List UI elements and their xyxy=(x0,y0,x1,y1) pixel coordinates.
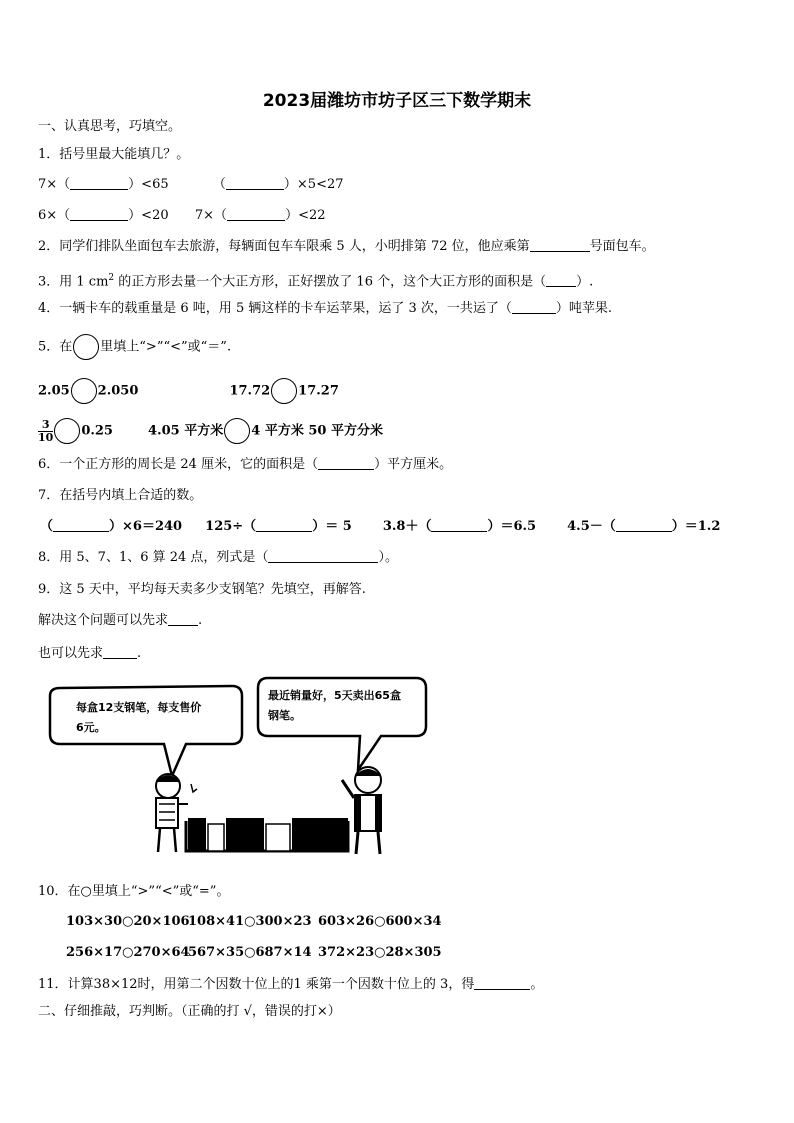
q5c-numerator: 3 xyxy=(38,419,53,432)
q10-item: 103×30○20×106 xyxy=(66,914,190,929)
q11-tail: 。 xyxy=(530,977,544,992)
right-bubble-line-1: 最近销量好，5天卖出65盒 xyxy=(268,689,401,702)
section-2-heading: 二、仔细推敲，巧判断。（正确的打 √，错误的打×） xyxy=(38,1004,341,1019)
question-9-line-1: 解决这个问题可以先求 . xyxy=(38,613,203,628)
left-bubble-line-1: 每盒12支钢笔，每支售价 xyxy=(76,701,202,714)
question-6 xyxy=(38,456,452,474)
question-7: 7．在括号内填上合适的数。 xyxy=(38,488,203,503)
left-bubble-line-2: 6元。 xyxy=(76,721,106,734)
right-bubble-line-2: 钢笔。 xyxy=(268,709,301,722)
q5d-left: 4.05 平方米 xyxy=(148,423,224,439)
q7d-prefix: 4.5－（ xyxy=(567,519,616,534)
q5a-left: 2.05 xyxy=(38,383,70,399)
q8-tail: ）。 xyxy=(378,550,398,565)
q9-l2-text: 也可以先求 xyxy=(38,646,104,661)
q5b-right: 17.27 xyxy=(298,383,339,399)
q5d-right: 4 平方米 50 平方分米 xyxy=(251,423,383,439)
q7b-prefix: 125÷（ xyxy=(205,519,257,534)
question-4 xyxy=(38,300,612,318)
right-bubble-text xyxy=(268,686,401,726)
q1a-suffix: ）<65 xyxy=(128,177,169,192)
q7a-suffix: ）×6＝240 xyxy=(109,519,183,534)
question-5-row-1 xyxy=(38,378,339,404)
q5d-circle[interactable] xyxy=(224,418,250,444)
q4-text: 4．一辆卡车的载重量是 6 吨，用 5 辆这样的卡车运苹果，运了 3 次，一共运了（ xyxy=(38,301,512,316)
q5b-left: 17.72 xyxy=(229,383,271,399)
q1a-prefix: 7×（ xyxy=(38,177,71,192)
q8-text: 8．用 5、7、1、6 算 24 点，列式是（ xyxy=(38,550,269,565)
q1b-blank[interactable] xyxy=(226,177,284,190)
question-9: 9．这 5 天中，平均每天卖多少支钢笔？先填空，再解答. xyxy=(38,582,366,597)
q5c-right: 0.25 xyxy=(81,423,113,439)
q9-l1-text: 解决这个问题可以先求 xyxy=(38,613,169,628)
q5c-fraction xyxy=(38,419,53,444)
question-10: 10．在○里填上“>”“<”或“=”。 xyxy=(38,884,230,899)
q6-text: 6．一个正方形的周长是 24 厘米，它的面积是（ xyxy=(38,457,319,472)
q5-circle-example xyxy=(73,334,99,360)
q1d-suffix: ）<22 xyxy=(285,208,326,223)
question-1-row-1 xyxy=(38,176,344,194)
section-1-heading: 一、认真思考，巧填空。 xyxy=(38,119,182,134)
page-title: 2023届潍坊市坊子区三下数学期末 xyxy=(262,91,532,111)
q1c-suffix: ）<20 xyxy=(128,208,169,223)
q10-item: 372×23○28×305 xyxy=(318,945,442,960)
q5b-circle[interactable] xyxy=(271,378,297,404)
q1c-prefix: 6×（ xyxy=(38,208,71,223)
question-8 xyxy=(38,549,398,567)
left-bubble-text xyxy=(76,698,201,738)
q2-tail: 号面包车。 xyxy=(589,239,655,254)
q5a-circle[interactable] xyxy=(71,378,97,404)
q9-l1-blank[interactable] xyxy=(168,613,198,626)
q10-item: 256×17○270×64 xyxy=(66,945,190,960)
question-11 xyxy=(38,976,543,994)
q7c-blank[interactable] xyxy=(431,519,487,532)
q5a-right: 2.050 xyxy=(97,383,139,399)
q7c-prefix: 3.8＋（ xyxy=(382,519,432,534)
q3-mid: 的正方形去量一个大正方形，正好摆放了 16 个，这个大正方形的面积是（ xyxy=(114,274,547,290)
q6-blank[interactable] xyxy=(318,457,374,470)
q3-blank[interactable] xyxy=(546,274,576,287)
q7a-prefix: （ xyxy=(40,519,54,534)
question-5 xyxy=(38,334,231,360)
q5c-circle[interactable] xyxy=(54,418,80,444)
q7d-suffix: ）＝1.2 xyxy=(671,519,721,534)
q1c-blank[interactable] xyxy=(70,208,128,221)
question-5-row-2 xyxy=(38,418,383,444)
q7c-suffix: ）＝6.5 xyxy=(487,519,537,534)
q3-text: 3．用 1 cm xyxy=(38,274,109,290)
question-3 xyxy=(38,269,593,291)
q8-blank[interactable] xyxy=(268,550,378,563)
pen-boxes xyxy=(186,818,348,851)
q1d-blank[interactable] xyxy=(227,208,285,221)
q9-l2-blank[interactable] xyxy=(103,646,137,659)
q7b-suffix: ）＝ 5 xyxy=(312,519,352,534)
question-2 xyxy=(38,238,655,256)
q1b-prefix: （ xyxy=(212,177,226,192)
q11-blank[interactable] xyxy=(474,977,530,990)
question-7-row xyxy=(40,518,720,536)
q5-text: 5．在 xyxy=(38,339,73,355)
q3-sup: 2 xyxy=(108,273,115,283)
q6-tail: ）平方厘米。 xyxy=(374,457,453,472)
q2-text: 2．同学们排队坐面包车去旅游，每辆面包车车限乘 5 人，小明排第 72 位，他应乘第 xyxy=(38,239,530,254)
q10-item: 108×41○300×23 xyxy=(188,914,312,929)
q11-text: 11．计算38×12时，用第二个因数十位上的1 乘第一个因数十位上的 3，得 xyxy=(38,977,475,992)
q10-item: 567×35○687×14 xyxy=(188,945,312,960)
question-1-row-2 xyxy=(38,207,326,225)
q7a-blank[interactable] xyxy=(53,519,109,532)
q7b-blank[interactable] xyxy=(256,519,312,532)
q1d-prefix: 7×（ xyxy=(194,208,228,223)
q7d-blank[interactable] xyxy=(616,519,672,532)
q10-item: 603×26○600×34 xyxy=(318,914,442,929)
q1b-suffix: ）×5<27 xyxy=(283,177,344,192)
q4-blank[interactable] xyxy=(512,301,556,314)
q5c-denominator: 10 xyxy=(38,430,54,444)
q5-tail: 里填上“>”“<”或“＝”. xyxy=(100,339,232,355)
q4-tail: ）吨苹果. xyxy=(555,301,613,316)
q2-blank[interactable] xyxy=(530,239,590,252)
q3-tail: ）. xyxy=(576,274,594,290)
q9-illustration xyxy=(36,676,436,876)
question-9-line-2: 也可以先求 . xyxy=(38,646,142,661)
question-1: 1．括号里最大能填几？。 xyxy=(38,147,190,162)
q1a-blank[interactable] xyxy=(70,177,128,190)
